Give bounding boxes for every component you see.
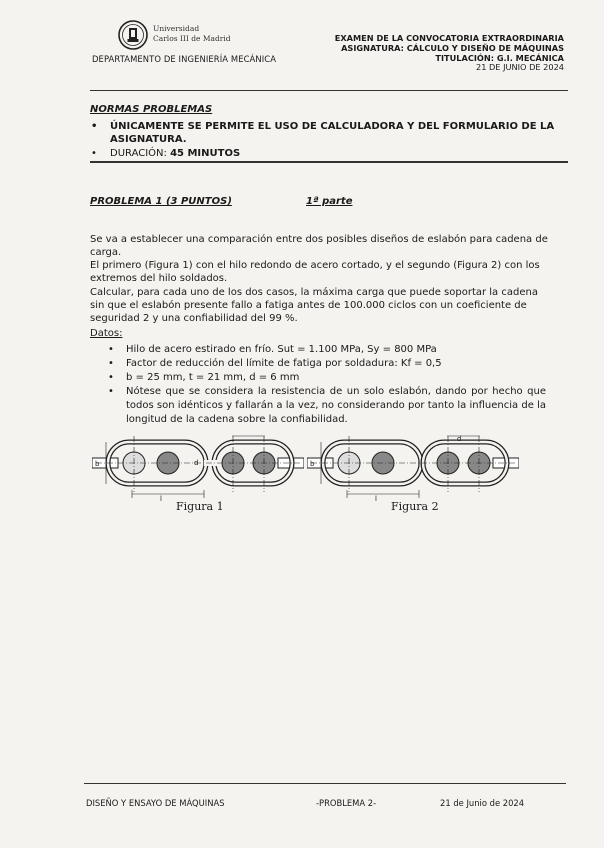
footer-divider [84, 783, 566, 784]
figure-2-chain-drawing [307, 432, 519, 502]
problem-name: PROBLEMA 1 (3 PUNTOS) [90, 196, 232, 207]
exam-title: EXAMEN DE LA CONVOCATORIA EXTRAORDINARIA [334, 33, 564, 43]
datos-label: Datos: [90, 328, 123, 339]
footer-course: DISEÑO Y ENSAYO DE MÁQUINAS [86, 798, 225, 808]
datos-item-kf: • Factor de reducción del límite de fatiga por soldadura: Kf = 0,5 [106, 357, 546, 371]
problem-paragraph-3: Calcular, para cada uno de los dos casos, la máxima carga que puede soportar la cadena sin que el eslabón presente fallo a fatiga antes de 100.000 ciclos con un coeficiente de seguridad 2 y una confiabilidad del 99 %. [90, 287, 538, 324]
figure-2-label-b: b [310, 460, 315, 468]
figure-1-label-b: b [95, 460, 100, 468]
figure-1-label-l: l [160, 495, 162, 502]
figure-1-chain-drawing [92, 432, 304, 502]
figure-1-caption: Figura 1 [176, 500, 224, 513]
problem-part: 1ª parte [306, 196, 353, 207]
footer-problem: -PROBLEMA 2- [316, 798, 377, 808]
footer-date: 21 de Junio de 2024 [440, 798, 525, 808]
exam-degree: TITULACIÓN: G.I. MECÁNICA [435, 52, 564, 63]
header-divider [90, 90, 568, 91]
university-name [153, 24, 231, 44]
figure-1-label-d: d [194, 459, 199, 467]
normas-rule-calculator: • ÚNICAMENTE SE PERMITE EL USO DE CALCULADORA Y DEL FORMULARIO DE LA ASIGNATURA. [90, 120, 560, 146]
datos-item-dimensions: • b = 25 mm, t = 21 mm, d = 6 mm [106, 371, 546, 385]
normas-rule-duration [90, 147, 560, 160]
exam-header [335, 34, 564, 73]
figure-2-label-d: d [457, 435, 462, 443]
university-logo-icon [118, 20, 148, 50]
normas-title: NORMAS PROBLEMAS [90, 104, 213, 115]
duration-label: DURACIÓN: [110, 148, 171, 159]
figure-2-label-l: l [375, 495, 377, 502]
figure-2-caption: Figura 2 [391, 500, 439, 513]
duration-value: 45 MINUTOS [170, 148, 241, 159]
university-line2: Carlos III de Madrid [153, 34, 231, 43]
datos-list [106, 343, 546, 427]
normas-list [90, 120, 560, 161]
normas-divider [90, 161, 568, 163]
university-line1: Universidad [153, 24, 200, 33]
datos-item-material: • Hilo de acero estirado en frío. Sut = 1.100 MPa, Sy = 800 MPa [106, 343, 546, 357]
exam-subject: ASIGNATURA: CÁLCULO Y DISEÑO DE MÁQUINAS [341, 42, 564, 53]
problem-paragraph-1: Se va a establecer una comparación entre dos posibles diseños de eslabón para cadena de carga. [90, 234, 548, 258]
problem-title [90, 196, 352, 207]
exam-date: 21 DE JUNIO DE 2024 [475, 62, 564, 73]
datos-item-note: • Nótese que se considera la resistencia de un solo eslabón, dando por hecho que todos son idénticos y fallarán a la vez, no considerando por tanto la influencia de la longitud de la cadena sobre la confiabilidad. [106, 385, 546, 427]
department-name: DEPARTAMENTO DE INGENIERÍA MECÁNICA [92, 54, 277, 64]
problem-paragraph-2: El primero (Figura 1) con el hilo redondo de acero cortado, y el segundo (Figura 2) con los extremos del hilo soldados. [90, 260, 540, 284]
